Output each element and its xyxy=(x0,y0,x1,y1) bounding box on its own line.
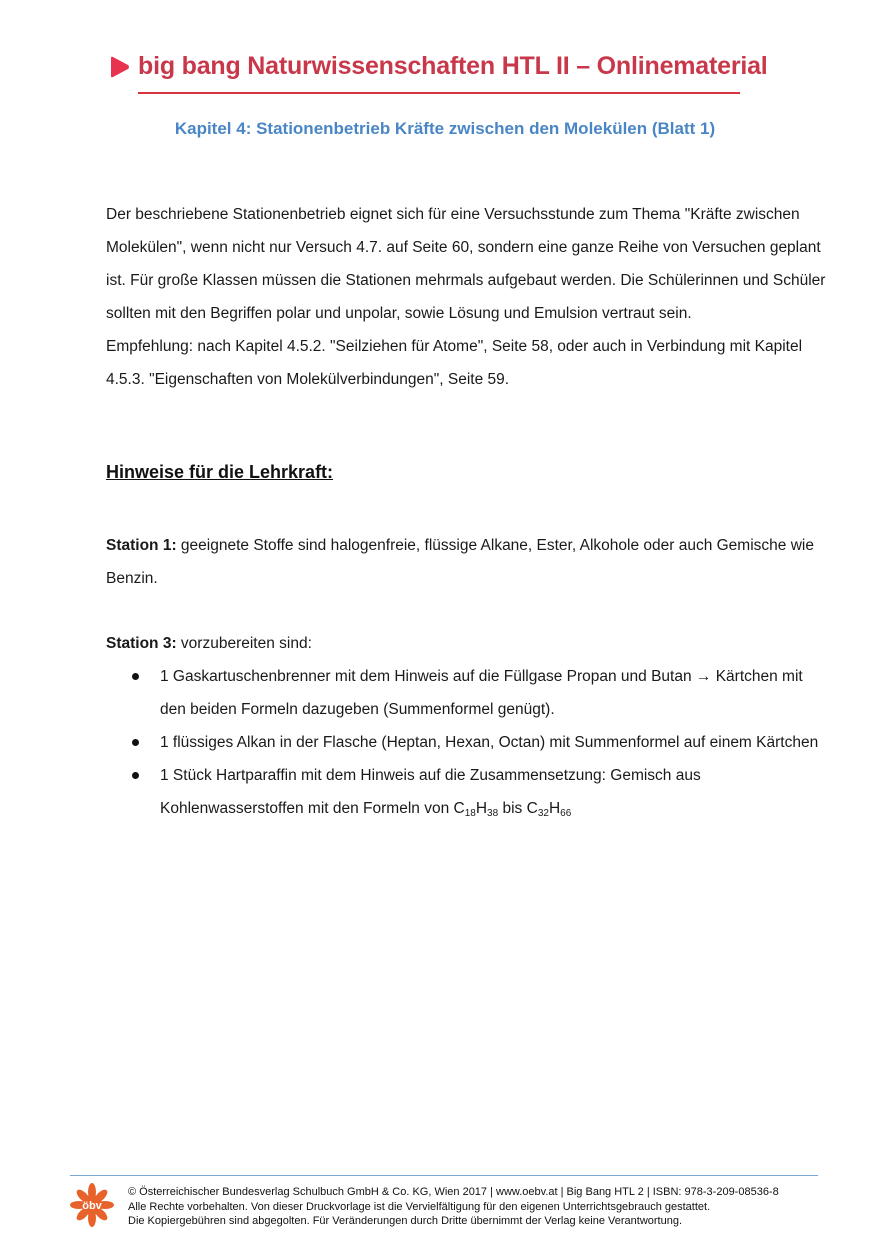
intro-paragraph: Der beschriebene Stationenbetrieb eignet sich für eine Versuchsstunde zum Thema "Kräfte zwischen Molekülen", wenn nicht nur Versuch 4.7. auf Seite 60, sondern eine ganze Reihe von Versuchen geplant ist. Für große Klassen müssen die Stationen mehrmals aufgebaut werden. Die Schülerinnen und Schüler sollten mit den Begriffen polar und unpolar, sowie Lösung und Emulsion vertraut sein. xyxy=(106,206,826,322)
station-3-note xyxy=(106,627,826,660)
footer-copyright xyxy=(128,1185,828,1229)
list-item-text: 1 flüssiges Alkan in der Flasche (Heptan, Hexan, Octan) mit Summenformel auf einem Kärtchen xyxy=(160,734,819,751)
list-item-text: 1 Gaskartuschenbrenner mit dem Hinweis auf die Füllgase Propan und Butan → Kärtchen mit den beiden Formeln dazugeben (Summenformel genügt). xyxy=(160,668,803,718)
bullet-icon xyxy=(132,673,139,680)
list-item xyxy=(106,660,826,726)
station-3-list xyxy=(106,660,826,825)
formula-c18h38: $C_{18}H_{38}$ xyxy=(453,800,499,819)
station-3-text: vorzubereiten sind: xyxy=(176,635,312,652)
logo-text: öbv xyxy=(82,1200,102,1212)
play-arrow-icon xyxy=(108,56,130,78)
footer-line-3: Die Kopiergebühren sind abgegolten. Für Veränderungen durch Dritte übernimmt der Verlag keine Verantwortung. xyxy=(128,1215,683,1227)
formula-joiner: bis xyxy=(498,800,527,817)
footer-line-2: Alle Rechte vorbehalten. Von dieser Druckvorlage ist die Vervielfältigung für den eigenen Unterrichtsgebrauch gestattet. xyxy=(128,1200,711,1213)
station-1-text: geeignete Stoffe sind halogenfreie, flüssige Alkane, Ester, Alkohole oder auch Gemische wie Benzin. xyxy=(106,537,814,587)
recommendation-paragraph: Empfehlung: nach Kapitel 4.5.2. "Seilziehen für Atome", Seite 58, oder auch in Verbindung mit Kapitel 4.5.3. "Eigenschaften von Molekülverbindungen", Seite 59. xyxy=(106,338,803,388)
chapter-title: Kapitel 4: Stationenbetrieb Kräfte zwischen den Molekülen (Blatt 1) xyxy=(174,119,716,138)
hints-heading: Hinweise für die Lehrkraft: xyxy=(106,462,334,482)
oebv-logo-icon xyxy=(70,1183,114,1227)
footer-divider xyxy=(70,1175,818,1176)
list-item xyxy=(106,759,826,825)
station-1-note xyxy=(106,529,826,595)
bullet-icon xyxy=(132,739,139,746)
list-item xyxy=(106,726,826,759)
intro-text xyxy=(106,198,826,396)
header-divider xyxy=(138,92,740,94)
station-3-label: Station 3: xyxy=(106,635,177,652)
list-item-text: 1 Stück Hartparaffin mit dem Hinweis auf die Zusammensetzung: Gemisch aus Kohlenwasserstoffen mit den Formeln von xyxy=(160,767,701,817)
footer-line-1: © Österreichischer Bundesverlag Schulbuch GmbH & Co. KG, Wien 2017 | www.oebv.at | Big Bang HTL 2 | ISBN: 978-3-209-08536-8 xyxy=(128,1186,779,1198)
bullet-icon xyxy=(132,772,139,779)
header-title: big bang Naturwissenschaften HTL II – Onlinematerial xyxy=(138,52,768,80)
station-1-label: Station 1: xyxy=(106,537,177,554)
formula-c32h66: $C_{32}H_{66}$ xyxy=(526,800,572,819)
